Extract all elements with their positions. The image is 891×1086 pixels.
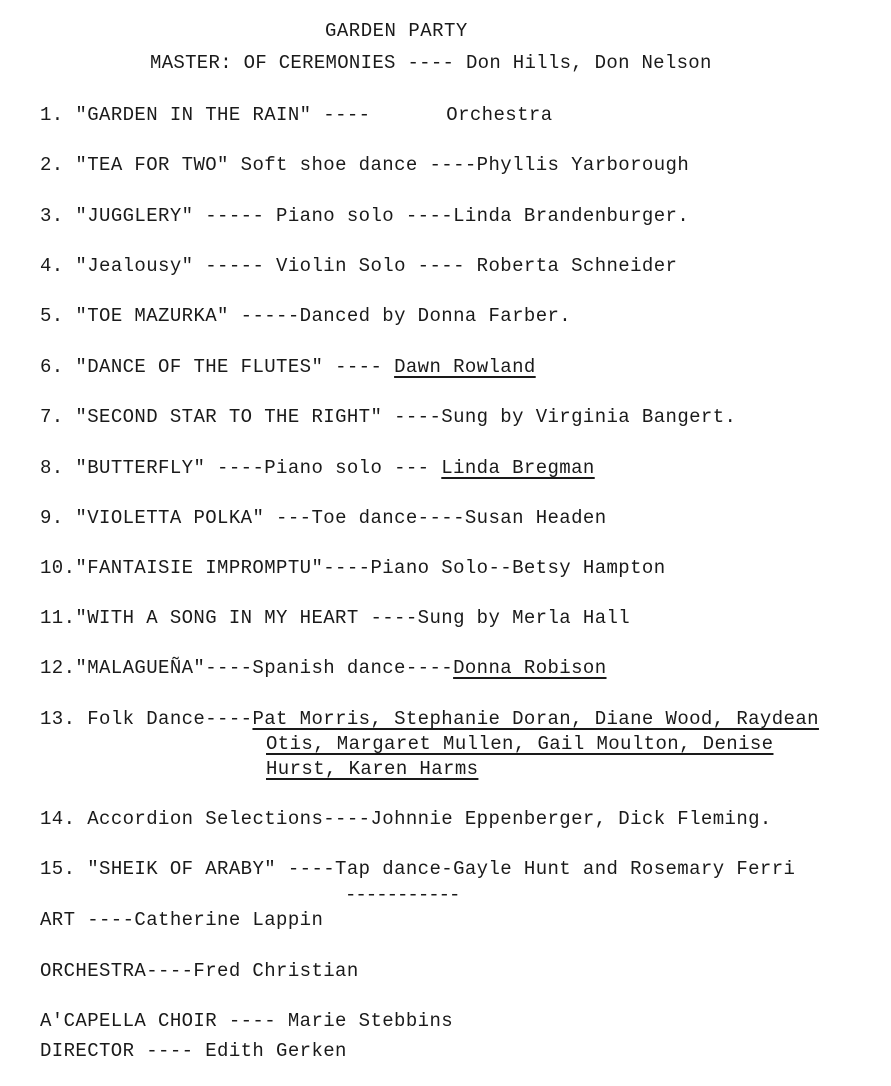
item-text: "SHEIK OF ARABY" ----Tap dance-Gayle Hunt and Rosemary Ferri (87, 858, 796, 880)
item-performer-underlined: Linda Bregman (441, 457, 595, 479)
program-item-14 (40, 808, 772, 830)
item-text: "JUGGLERY" ----- Piano solo ----Linda Brandenburger. (75, 205, 690, 227)
program-item-4 (40, 255, 677, 277)
item-number: 3. (40, 205, 64, 227)
item-text: Folk Dance---- (87, 708, 253, 730)
item-performer-underlined: Dawn Rowland (394, 356, 536, 378)
item-text: "TEA FOR TWO" Soft shoe dance ----Phyllis Yarborough (75, 154, 690, 176)
item-text: "DANCE OF THE FLUTES" ---- (75, 356, 395, 378)
program-item-3 (40, 205, 689, 227)
item-text: "MALAGUEÑA"----Spanish dance---- (75, 657, 454, 679)
item-number: 11. (40, 607, 76, 629)
program-item-8 (40, 457, 595, 479)
master-of-ceremonies-line: MASTER: OF CEREMONIES ---- Don Hills, Don Nelson (150, 52, 712, 74)
item-text: "SECOND STAR TO THE RIGHT" ----Sung by Virginia Bangert. (75, 406, 737, 428)
item-number: 5. (40, 305, 64, 327)
program-item-13 (40, 708, 819, 730)
program-item-1 (40, 104, 553, 126)
item-number: 4. (40, 255, 64, 277)
program-item-6 (40, 356, 536, 378)
item-number: 15. (40, 858, 76, 880)
program-item-11 (40, 607, 630, 629)
item-number: 6. (40, 356, 64, 378)
item-title: "GARDEN IN THE RAIN" ---- (75, 104, 371, 126)
item-text: "VIOLETTA POLKA" ---Toe dance----Susan Headen (75, 507, 607, 529)
item-text: Accordion Selections----Johnnie Eppenberger, Dick Fleming. (87, 808, 772, 830)
item-number: 12. (40, 657, 76, 679)
item-number: 8. (40, 457, 64, 479)
folk-dance-performers-line-3: Hurst, Karen Harms (266, 758, 479, 780)
item-number: 1. (40, 104, 64, 126)
credit-orchestra: ORCHESTRA----Fred Christian (40, 960, 359, 982)
program-item-2 (40, 154, 689, 176)
separator-line: ----------- (345, 884, 460, 906)
item-text: "BUTTERFLY" ----Piano solo --- (75, 457, 442, 479)
credit-director: DIRECTOR ---- Edith Gerken (40, 1040, 347, 1062)
program-item-10 (40, 557, 666, 579)
item-text: "WITH A SONG IN MY HEART ----Sung by Merla Hall (75, 607, 631, 629)
credit-choir: A'CAPELLA CHOIR ---- Marie Stebbins (40, 1010, 454, 1032)
item-text: "FANTAISIE IMPROMPTU"----Piano Solo--Betsy Hampton (75, 557, 666, 579)
item-number: 9. (40, 507, 64, 529)
page-title: GARDEN PARTY (325, 20, 468, 42)
credit-art: ART ----Catherine Lappin (40, 909, 324, 931)
program-item-9 (40, 507, 607, 529)
item-number: 13. (40, 708, 76, 730)
folk-dance-performers-line-2: Otis, Margaret Mullen, Gail Moulton, Denise (266, 733, 774, 755)
item-number: 14. (40, 808, 76, 830)
item-performer-underlined: Donna Robison (453, 657, 607, 679)
folk-dance-performers-line-2-row (266, 733, 773, 755)
folk-dance-performers-line-3-row (266, 758, 478, 780)
program-item-5 (40, 305, 571, 327)
program-item-12 (40, 657, 607, 679)
folk-dance-performers-line-1: Pat Morris, Stephanie Doran, Diane Wood, Raydean (252, 708, 819, 730)
program-item-7 (40, 406, 736, 428)
item-number: 10. (40, 557, 76, 579)
item-number: 2. (40, 154, 64, 176)
item-number: 7. (40, 406, 64, 428)
program-item-15 (40, 858, 795, 880)
item-text: "TOE MAZURKA" -----Danced by Donna Farber. (75, 305, 572, 327)
item-performer: Orchestra (446, 104, 553, 126)
item-text: "Jealousy" ----- Violin Solo ---- Roberta Schneider (75, 255, 678, 277)
